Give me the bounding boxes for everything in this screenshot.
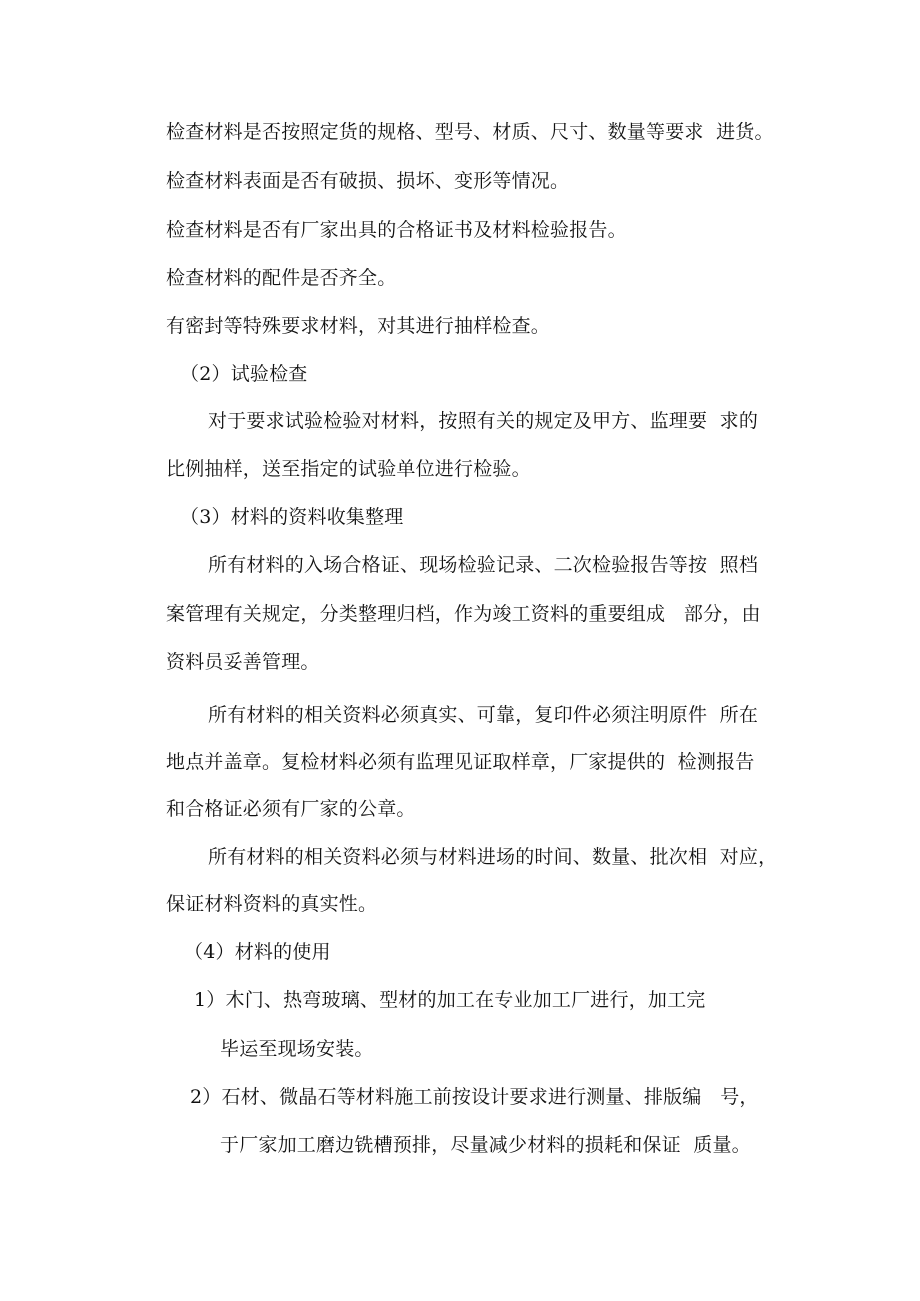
text-line: 资料员妥善管理。 — [166, 651, 320, 673]
section-heading: （2）试验检查 — [180, 363, 308, 385]
list-item: 2）石材、微晶石等材料施工前按设计要求进行测量、排版编 号， — [190, 1086, 759, 1108]
text-line: 地点并盖章。复检材料必须有监理见证取样章，厂家提供的 检测报告 — [166, 751, 755, 773]
text-line: 检查材料是否有厂家出具的合格证书及材料检验报告。 — [166, 219, 627, 241]
text-line: 对于要求试验检验对材料，按照有关的规定及甲方、监理要 求的 — [208, 410, 759, 432]
list-item-continuation: 于厂家加工磨边铣槽预排，尽量减少材料的损耗和保证 质量。 — [220, 1134, 751, 1156]
text-line: 检查材料的配件是否齐全。 — [166, 267, 397, 289]
list-item-continuation: 毕运至现场安装。 — [220, 1038, 374, 1060]
text-line: 比例抽样，送至指定的试验单位进行检验。 — [166, 458, 531, 480]
text-line: 检查材料表面是否有破损、损坏、变形等情况。 — [166, 170, 570, 192]
text-line: 所有材料的相关资料必须真实、可靠，复印件必须注明原件 所在 — [208, 704, 759, 726]
text-line: 案管理有关规定，分类整理归档，作为竣工资料的重要组成 部分，由 — [166, 603, 761, 625]
text-line: 有密封等特殊要求材料，对其进行抽样检查。 — [166, 315, 551, 337]
list-item: 1）木门、热弯玻璃、型材的加工在专业加工厂进行，加工完 — [194, 989, 706, 1011]
text-line: 和合格证必须有厂家的公章。 — [166, 798, 416, 820]
text-line: 所有材料的入场合格证、现场检验记录、二次检验报告等按 照档 — [208, 554, 759, 576]
text-line: 检查材料是否按照定货的规格、型号、材质、尺寸、数量等要求 进货。 — [166, 121, 774, 143]
section-heading: （4）材料的使用 — [184, 941, 331, 963]
text-line: 保证材料资料的真实性。 — [166, 893, 378, 915]
section-heading: （3）材料的资料收集整理 — [180, 506, 404, 528]
text-line: 所有材料的相关资料必须与材料进场的时间、数量、批次相 对应， — [208, 846, 778, 868]
